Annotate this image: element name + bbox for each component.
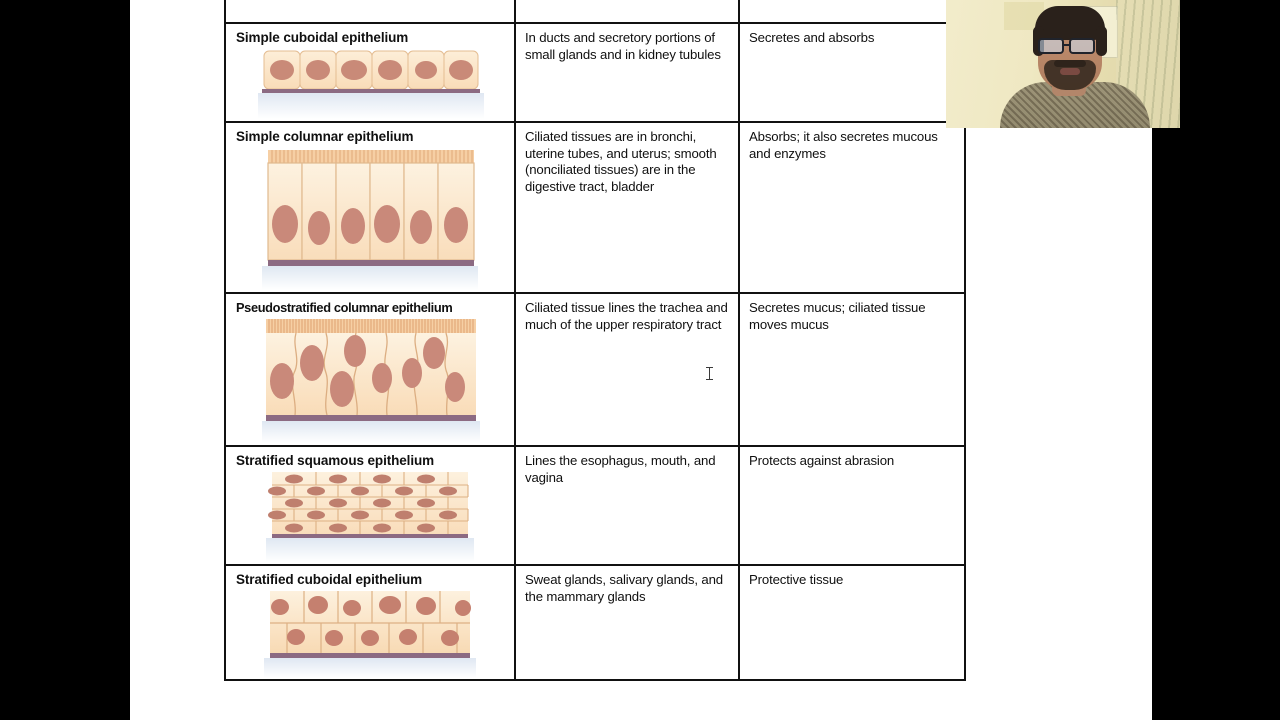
stratified-squamous-epithelium-illustration [226,468,514,564]
simple-cuboidal-epithelium-illustration [226,45,514,121]
glasses-lens-right [1069,38,1095,54]
tissue-name-label: Stratified squamous epithelium [236,453,435,468]
tissue-function-text: Protects against abrasion [749,453,895,468]
tissue-name-label: Simple columnar epithelium [236,129,414,144]
tissue-name-cell [225,446,515,565]
tissue-name-cell [225,293,515,446]
tissue-function-cell [739,23,965,122]
presenter-mouth [1060,68,1080,75]
letterbox-bar-left [0,0,130,720]
table-row [225,446,965,565]
stratified-cuboidal-epithelium-illustration [226,587,514,679]
glasses-lens-left [1038,38,1064,54]
tissue-location-text: Ciliated tissue lines the trachea and much of the upper respiratory tract [525,300,728,332]
tissue-name-cell [225,565,515,680]
tissue-illustration-partial [226,0,514,22]
tissue-name-label: Stratified cuboidal epithelium [236,572,423,587]
presenter-glasses-icon [1038,38,1102,54]
table-row [225,23,965,122]
tissue-location-cell [515,565,739,680]
table-row [225,565,965,680]
epithelial-tissue-table [224,0,966,681]
tissue-function-cell [739,0,965,23]
table-row [225,293,965,446]
tissue-function-text: Secretes and absorbs [749,30,875,45]
pseudostratified-columnar-epithelium-illustration [226,315,514,445]
tissue-name-label: Pseudostratified columnar epithelium [236,300,453,315]
tissue-function-text: Secretes mucus; ciliated tissue moves mucus [749,300,926,332]
tissue-name-cell [225,122,515,293]
tissue-function-cell [739,565,965,680]
tissue-name-cell [225,0,515,23]
tissue-location-cell [515,446,739,565]
tissue-location-text: Lines the esophagus, mouth, and vagina [525,453,716,485]
tissue-location-text: Sweat glands, salivary glands, and the mammary glands [525,572,723,604]
simple-columnar-epithelium-illustration [226,144,514,292]
presenter-hair [1035,6,1105,40]
tissue-function-cell [739,446,965,565]
tissue-location-text: In ducts and secretory portions of small glands and in kidney tubules [525,30,721,62]
presenter-moustache [1054,60,1086,67]
tissue-location-cell [515,23,739,122]
tissue-location-cell [515,0,739,23]
tissue-location-cell [515,293,739,446]
tissue-location-text: Ciliated tissues are in bronchi, uterine tubes, and uterus; smooth (nonciliated tissues) are in the digestive tract, bladder [525,129,717,194]
tissue-location-cell [515,122,739,293]
tissue-name-cell [225,23,515,122]
tissue-function-text: Absorbs; it also secretes mucous and enzymes [749,129,938,161]
tissue-function-cell [739,293,965,446]
presenter-webcam-overlay[interactable] [946,0,1180,128]
tissue-function-text: Protective tissue [749,572,844,587]
tissue-name-label: Simple cuboidal epithelium [236,30,409,45]
table-row [225,122,965,293]
tissue-function-cell [739,122,965,293]
table-row [225,0,965,23]
